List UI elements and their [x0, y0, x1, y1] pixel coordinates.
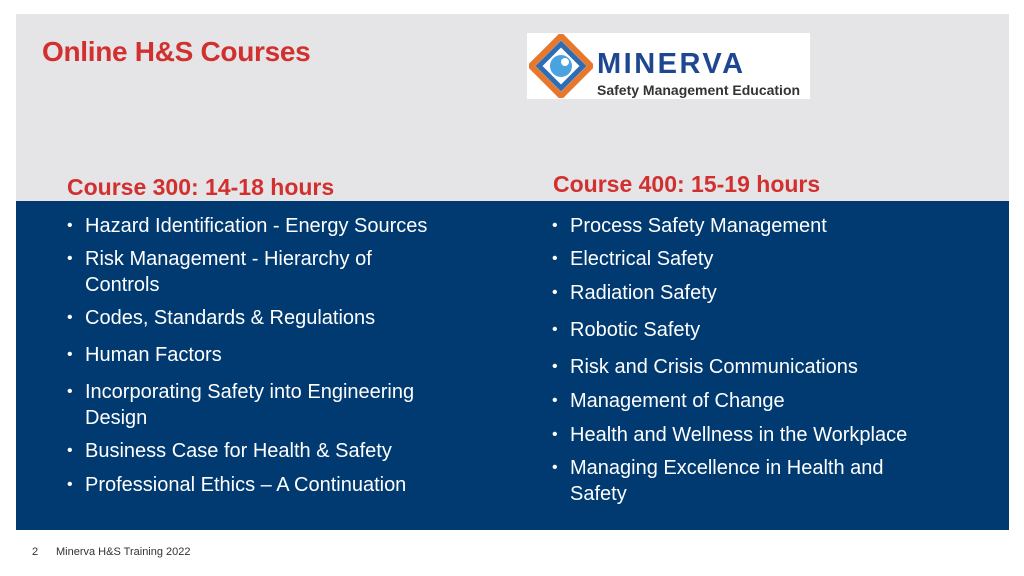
- minerva-emblem-icon: [529, 34, 593, 98]
- list-item: • Incorporating Safety into Engineering: [67, 379, 414, 405]
- list-item: • Hazard Identification - Energy Sources: [67, 213, 427, 239]
- list-item: • Health and Wellness in the Workplace: [552, 422, 907, 448]
- minerva-logo: [527, 33, 810, 99]
- footer-text: Minerva H&S Training 2022: [56, 546, 191, 558]
- logo-wordmark: MINERVA: [597, 48, 746, 80]
- list-item: • Management of Change: [552, 388, 785, 414]
- list-item: • Human Factors: [67, 342, 222, 368]
- list-item: • Electrical Safety: [552, 246, 713, 272]
- list-item: • Radiation Safety: [552, 280, 717, 306]
- list-item: • Process Safety Management: [552, 213, 827, 239]
- list-item: • Robotic Safety: [552, 317, 700, 343]
- list-item: • Risk and Crisis Communications: [552, 354, 858, 380]
- logo-tagline: Safety Management Education: [597, 82, 801, 98]
- list-item: • Business Case for Health & Safety: [67, 438, 392, 464]
- list-item-continuation: Safety: [570, 483, 627, 505]
- course-400-heading: Course 400: 15-19 hours: [553, 171, 821, 197]
- list-item: • Professional Ethics – A Continuation: [67, 472, 406, 498]
- page-number: 2: [32, 546, 39, 558]
- list-item-continuation: Design: [85, 407, 148, 429]
- list-item: • Managing Excellence in Health and: [552, 455, 884, 481]
- slide-title: Online H&S Courses: [42, 36, 311, 67]
- list-item-continuation: Controls: [85, 274, 160, 296]
- list-item: • Risk Management - Hierarchy of: [67, 246, 372, 272]
- list-item: • Codes, Standards & Regulations: [67, 305, 375, 331]
- course-300-heading: Course 300: 14-18 hours: [67, 174, 335, 200]
